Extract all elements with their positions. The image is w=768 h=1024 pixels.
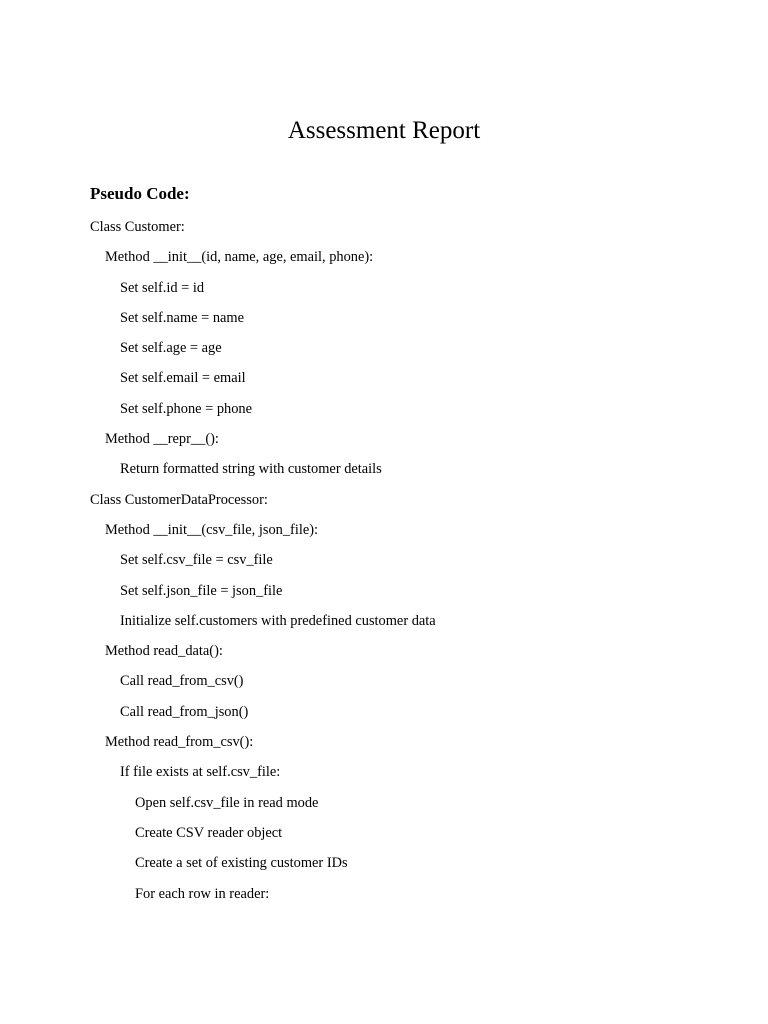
pseudo-code-line: Method __repr__(): xyxy=(105,431,219,448)
pseudo-code-line: Set self.age = age xyxy=(120,340,222,357)
pseudo-code-line: Set self.csv_file = csv_file xyxy=(120,552,273,569)
pseudo-code-line: Set self.phone = phone xyxy=(120,400,253,417)
pseudo-code-block xyxy=(90,217,436,914)
pseudo-code-line: Create CSV reader object xyxy=(135,824,283,841)
pseudo-code-line: Create a set of existing customer IDs xyxy=(135,855,348,872)
pseudo-code-line: Method read_data(): xyxy=(105,643,223,660)
pseudo-code-line: Method __init__(csv_file, json_file): xyxy=(105,521,319,538)
pseudo-code-line: Open self.csv_file in read mode xyxy=(135,794,319,811)
pseudo-code-line: For each row in reader: xyxy=(135,885,270,902)
pseudo-code-line: Class CustomerDataProcessor: xyxy=(90,491,268,508)
pseudo-code-line: Method read_from_csv(): xyxy=(105,734,254,751)
pseudo-code-line: Initialize self.customers with predefined customer data xyxy=(120,612,436,629)
pseudo-code-line: Set self.json_file = json_file xyxy=(120,582,283,599)
document-title: Assessment Report xyxy=(287,117,481,144)
pseudo-code-line: Set self.email = email xyxy=(120,370,246,387)
section-heading: Pseudo Code: xyxy=(90,184,190,203)
pseudo-code-line: Method __init__(id, name, age, email, phone): xyxy=(105,249,374,266)
pseudo-code-line: Call read_from_csv() xyxy=(120,673,244,690)
pseudo-code-line: Call read_from_json() xyxy=(120,703,249,720)
pseudo-code-line: Class Customer: xyxy=(90,219,185,235)
pseudo-code-line: Return formatted string with customer details xyxy=(120,461,382,478)
pseudo-code-line: Set self.name = name xyxy=(120,309,244,326)
pseudo-code-line: If file exists at self.csv_file: xyxy=(120,764,281,781)
pseudo-code-line: Set self.id = id xyxy=(120,279,205,296)
